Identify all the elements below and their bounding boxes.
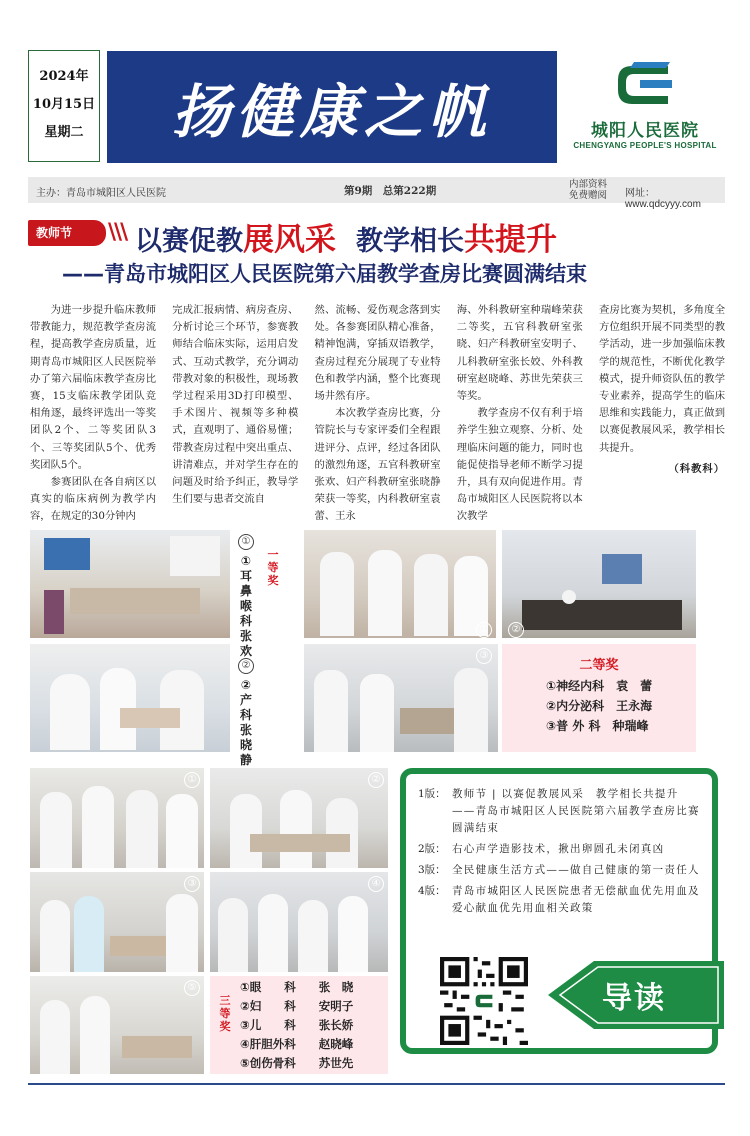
guide-item-title: 青岛市城阳区人民医院患者无偿献血优先用血及爱心献血优先用血相关政策 (452, 885, 700, 914)
second-prize-entry: ①神经内科 袁 蕾 (546, 679, 653, 693)
photo-second-prize-2 (502, 530, 696, 638)
paragraph: 参赛团队在各自病区以真实的临床病例为教学内容，在规定的30分钟内 (30, 476, 156, 523)
headline-part-a-red: 展风采 (243, 222, 336, 258)
column-3 (315, 302, 441, 524)
paragraph: 本次教学查房比赛，分管院长与专家评委们全程跟进评分、点评，经过各团队的激烈角逐，五官科教研室张欢、妇产科教研室张晓静荣获一等奖，内科教研室袁蕾、王永 (314, 407, 441, 523)
guide-item[interactable] (418, 786, 702, 837)
third-prize-box (210, 976, 388, 1074)
first-prize-label: 一等奖 (267, 548, 279, 587)
internal-note (569, 179, 607, 201)
third-prize-entry: ⑤创伤骨科 苏世先 (240, 1056, 354, 1070)
paragraph: 海、外科教研室种瑞峰荣获二等奖，五官科教研室张晓、妇产科教研室安明子、儿科教研室张长姣、外科教研室赵晓峰、苏世先荣获三等奖。 (456, 304, 583, 403)
guide-list (418, 786, 702, 921)
guide-item-title: 教师节 | 以赛促教展风采 教学相长共提升——青岛市城阳区人民医院第六届教学查房比赛圆满结束 (452, 788, 700, 834)
photo-third-prize-1 (30, 768, 204, 868)
photo-third-prize-4 (210, 872, 388, 972)
guide-item[interactable] (418, 883, 702, 917)
guide-arrow (548, 955, 728, 1035)
second-prize-entry: ②内分泌科 王永海 (546, 699, 653, 713)
second-prize-list (546, 676, 652, 736)
second-prize-box (502, 644, 696, 752)
internal-note-line-1: 内部资料 (569, 179, 608, 190)
column-5 (599, 302, 725, 524)
paragraph: 然、流畅、爱伤观念落到实处。各参赛团队精心准备，精神饱满，穿插双语教学，查房过程充分展现了专业特色和教学内涵，整个比赛现场井然有序。 (314, 304, 441, 403)
article-body (30, 302, 725, 524)
photo-third-prize-5 (30, 976, 204, 1074)
photo-number-3: ③ (476, 648, 492, 664)
column-1 (30, 302, 156, 524)
bottom-rule (28, 1083, 725, 1085)
first-prize-entry-1: ①耳鼻喉科 张欢 (239, 554, 265, 658)
guide-item[interactable] (418, 862, 702, 879)
second-prize-panel (304, 530, 700, 752)
byline: （科教科） (668, 462, 725, 475)
photo-number-2: ② (368, 772, 384, 788)
internal-note-line-2: 免费赠阅 (569, 190, 608, 201)
issue-number: 第9期 总第222期 (344, 185, 437, 197)
guide-item-page: 1版： (418, 788, 446, 800)
photo-third-prize-3 (30, 872, 204, 972)
photo-second-prize-3 (304, 644, 498, 752)
date-box (28, 50, 100, 162)
photo-first-prize-2 (30, 644, 230, 752)
masthead-banner (107, 51, 557, 163)
photo-number-4: ④ (368, 876, 384, 892)
photo-number-1: ① (238, 534, 254, 550)
qr-code-icon[interactable] (440, 957, 528, 1045)
first-prize-panel (30, 530, 298, 767)
headline (135, 214, 557, 259)
hospital-name: 城阳人民医院 (591, 121, 699, 141)
third-prize-list (240, 978, 353, 1073)
photo-second-prize-1 (304, 530, 496, 638)
photo-third-prize-2 (210, 768, 388, 868)
headline-part-b: 教学相长 (356, 226, 464, 257)
paragraph: 完成汇报病情、病房查房、分析讨论三个环节，参赛教师结合临床实际，运用启发式、互动式教学，充分调动带教对象的积极性，现场教学过程采用3D打印模型、手术图片、视频等多种模式，直观明了、通俗易懂；带教查房过程中突出重点、讲清难点，并对学生存在的问题及时给予纠正，教导学生们要与患者交流自 (172, 304, 299, 506)
photo-first-prize-1 (30, 530, 230, 638)
photo-number-2: ② (238, 658, 254, 674)
second-prize-label: 二等奖 (579, 658, 619, 673)
guide-label: 导读 (602, 981, 666, 1016)
hospital-logo (565, 60, 725, 160)
third-prize-entry: ③儿 科 张长娇 (240, 1018, 354, 1032)
headline-part-a: 以赛促教 (135, 226, 243, 257)
date-day: 10月15日 (32, 97, 96, 112)
third-prize-label: 三等奖 (219, 994, 231, 1033)
photo-number-5: ⑤ (184, 980, 200, 996)
guide-item-title: 右心声学造影技术，揪出卵圆孔未闭真凶 (452, 843, 665, 855)
second-prize-entry: ③普 外 科 种瑞峰 (546, 719, 649, 733)
paragraph: 查房比赛为契机，多角度全方位组织开展不同类型的教学活动，进一步加强临床教学的规范性，不断优化教学模式，提升师资队伍的教学专业素养，提高学生的临床思维和实践能力，真正做到以赛促教展风采，教学相长共提升。 (599, 304, 725, 454)
headline-part-b-red: 共提升 (464, 222, 557, 258)
host-label: 主办：青岛市城阳区人民医院 (36, 188, 166, 199)
website: 网址：www.qdcyyy.com (625, 188, 701, 210)
paragraph: 为进一步提升临床教师带教能力，规范教学查房流程，提高教学查房质量，近期青岛市城阳区人民医院举办了第六届临床教学查房比赛，15支临床教学团队竞相角逐，最终评选出一等奖团队2个、二等奖团队3个、三等奖团队5个、优秀奖团队5个。 (30, 304, 156, 471)
hospital-name-en: CHENGYANG PEOPLE'S HOSPITAL (573, 141, 717, 150)
guide-item[interactable] (418, 841, 702, 858)
paragraph: 教学查房不仅有利于培养学生独立观察、分析、处理临床问题的能力，同时也能促使指导老师不断学习提升，具有双向促进作用。青岛市城阳区人民医院将以本次教学 (456, 407, 583, 523)
third-prize-entry: ②妇 科 安明子 (240, 999, 354, 1013)
section-tag: 教师节 (28, 220, 106, 246)
column-2 (172, 302, 298, 524)
photo-number-3: ③ (184, 876, 200, 892)
subheadline: ——青岛市城阳区人民医院第六届教学查房比赛圆满结束 (62, 262, 587, 286)
first-prize-entry-2: ②产科 张晓静 (239, 678, 265, 767)
guide-item-title: 全民健康生活方式——做自己健康的第一责任人 (452, 864, 700, 876)
third-prize-panel (30, 768, 388, 1074)
hospital-emblem-icon (610, 60, 680, 112)
date-year: 2024年 (39, 69, 89, 84)
third-prize-entry: ①眼 科 张 晓 (240, 980, 354, 994)
photo-number-1: ① (476, 622, 492, 638)
photo-number-1: ① (184, 772, 200, 788)
third-prize-entry: ④肝胆外科 赵晓峰 (240, 1037, 354, 1051)
column-4 (457, 302, 583, 524)
weekday: 星期二 (44, 125, 84, 140)
info-bar (28, 177, 725, 210)
tag-slashes: \\\ (108, 220, 127, 245)
photo-number-2: ② (508, 622, 524, 638)
guide-item-page: 3版： (418, 864, 446, 876)
guide-item-page: 2版： (418, 843, 446, 855)
masthead-title: 扬健康之帆 (171, 78, 492, 146)
guide-item-page: 4版： (418, 885, 446, 897)
